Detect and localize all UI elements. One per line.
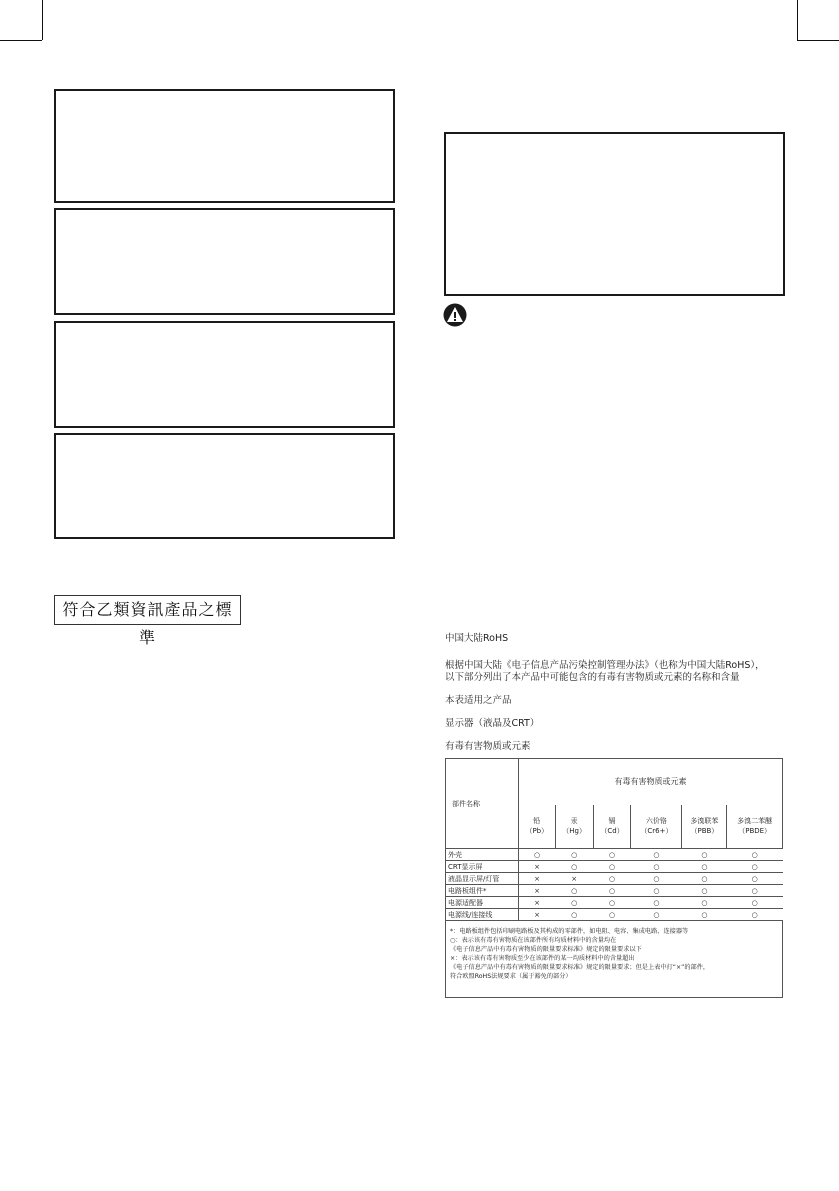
warning-triangle-icon [443, 303, 467, 327]
substance-symbol: （PBDE） [738, 827, 772, 836]
crop-mark-top-right-v [797, 0, 798, 40]
notice-box-right [444, 132, 785, 296]
substance-name: 铅 [533, 817, 541, 826]
table-row [446, 885, 783, 897]
substance-value: ○ [682, 849, 727, 861]
substance-header [593, 805, 631, 849]
rohs-intro-line1: 根据中国大陆《电子信息产品污染控制管理办法》（也称为中国大陆RoHS）， [445, 660, 765, 671]
part-name: 电源适配器 [446, 897, 519, 909]
group-header: 有毒有害物质或元素 [519, 759, 783, 805]
rohs-product: 显示器（液晶及CRT） [445, 718, 540, 729]
substance-header [631, 805, 682, 849]
substance-value: ○ [682, 897, 727, 909]
part-name: 电路板组件* [446, 885, 519, 897]
substance-value: ○ [727, 909, 783, 921]
note-line: 《电子信息产品中有毒有害物质的限量要求标准》规定的限量要求以下 [450, 946, 642, 953]
notice-box-4 [54, 433, 395, 539]
substance-value: ○ [682, 909, 727, 921]
substance-symbol: （Cr6+） [640, 827, 673, 836]
substance-value: ○ [593, 861, 631, 873]
substance-name: 多溴二苯醚 [737, 817, 773, 826]
substance-symbol: （Hg） [562, 827, 587, 836]
part-header: 部件名称 [446, 759, 519, 849]
rohs-intro-line2: 以下部分列出了本产品中可能包含的有毒有害物质或元素的名称和含量 [445, 672, 740, 683]
substance-value: ○ [727, 849, 783, 861]
substance-value: ○ [555, 897, 593, 909]
substance-value: ○ [631, 861, 682, 873]
substance-name: 汞 [570, 817, 578, 826]
rohs-table-caption: 有毒有害物质或元素 [445, 741, 531, 752]
part-name: 外壳 [446, 849, 519, 861]
substance-header [519, 805, 556, 849]
substance-value: ○ [631, 897, 682, 909]
note-line: 《电子信息产品中有毒有害物质的限量要求标准》规定的限量要求；但是上表中打“×”的部件， [450, 964, 710, 971]
substance-symbol: （Pb） [525, 827, 549, 836]
crop-mark-top-right [797, 40, 839, 41]
substance-value: ○ [593, 909, 631, 921]
substance-value: ○ [631, 885, 682, 897]
substance-value: ○ [727, 897, 783, 909]
substance-value: ○ [631, 873, 682, 885]
note-line: *：电路板组件包括印刷电路板及其构成的零部件，如电阻、电容、集成电路、连接器等 [450, 928, 689, 935]
substance-value: ○ [682, 861, 727, 873]
table-row [446, 861, 783, 873]
note-line: 符合欧盟RoHS法规要求（属于豁免的部分） [450, 973, 572, 980]
substance-value: ○ [593, 873, 631, 885]
crop-mark-top-left [0, 40, 42, 41]
notice-box-3 [54, 321, 395, 428]
notice-box-2 [54, 208, 395, 315]
substance-value: × [519, 885, 556, 897]
substance-value: ○ [682, 885, 727, 897]
substance-value: ○ [593, 897, 631, 909]
part-name: CRT显示屏 [446, 861, 519, 873]
substance-value: ○ [727, 861, 783, 873]
substance-value: ○ [631, 849, 682, 861]
substance-value: × [555, 873, 593, 885]
table-row [446, 873, 783, 885]
substance-value: ○ [682, 873, 727, 885]
hazardous-substances-table [445, 758, 783, 998]
rohs-applies-label: 本表适用之产品 [445, 695, 512, 706]
crop-mark-top-left-v [42, 0, 43, 40]
note-line: ×：表示该有毒有害物质至少在该部件的某一均质材料中的含量超出 [450, 955, 635, 962]
substance-header [682, 805, 727, 849]
substance-value: ○ [519, 849, 556, 861]
substance-name: 六价铬 [645, 817, 667, 826]
substance-value: ○ [555, 909, 593, 921]
table-row [446, 897, 783, 909]
notice-box-1 [54, 89, 395, 203]
substance-symbol: （Cd） [600, 827, 624, 836]
substance-value: × [519, 873, 556, 885]
substance-value: ○ [727, 873, 783, 885]
part-name: 液晶显示屏/灯管 [446, 873, 519, 885]
substance-value: ○ [555, 861, 593, 873]
substance-value: ○ [593, 885, 631, 897]
substance-value: ○ [555, 849, 593, 861]
substance-value: × [519, 909, 556, 921]
table-notes [446, 921, 783, 998]
table-row [446, 849, 783, 861]
substance-value: × [519, 861, 556, 873]
part-name: 电源线/连接线 [446, 909, 519, 921]
substance-value: × [519, 897, 556, 909]
table-row [446, 909, 783, 921]
substance-value: ○ [631, 909, 682, 921]
rohs-title: 中国大陆RoHS [445, 633, 509, 644]
bsmi-class-b-badge: 符合乙類資訊產品之標準 [54, 595, 241, 625]
substance-header [555, 805, 593, 849]
substance-header [727, 805, 783, 849]
note-line: ○：表示该有毒有害物质在该部件所有均质材料中的含量均在 [450, 937, 617, 944]
substance-value: ○ [593, 849, 631, 861]
substance-name: 镉 [608, 817, 616, 826]
substance-value: ○ [555, 885, 593, 897]
substance-value: ○ [727, 885, 783, 897]
substance-name: 多溴联苯 [690, 817, 719, 826]
substance-symbol: （PBB） [690, 827, 719, 836]
